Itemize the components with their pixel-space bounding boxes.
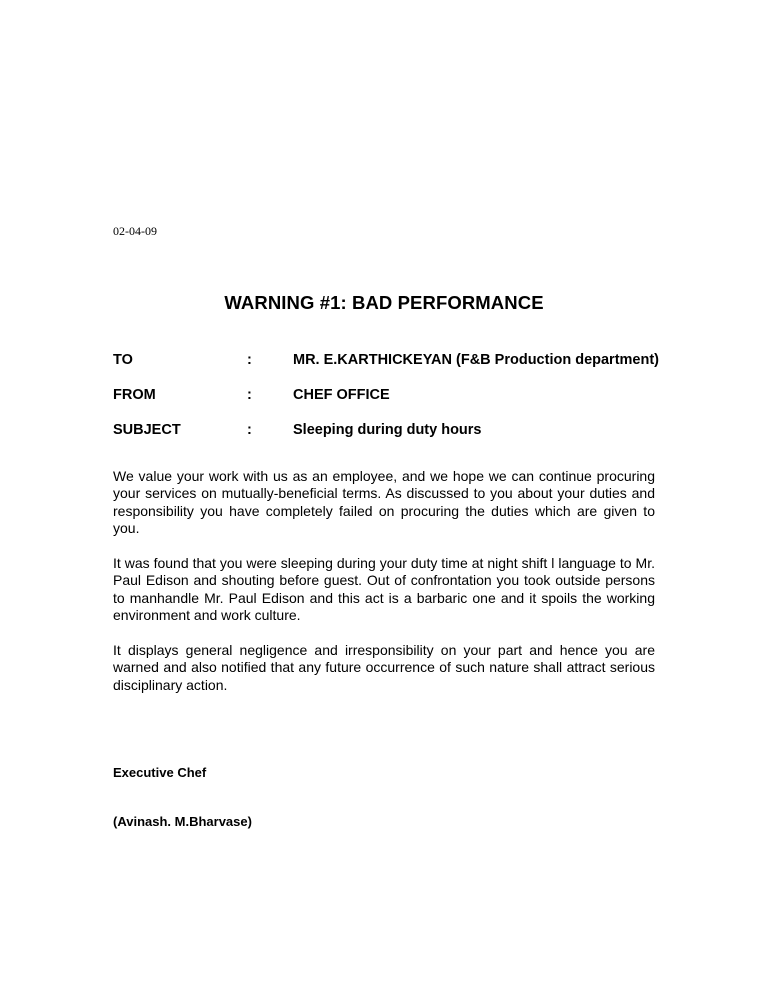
from-separator: : xyxy=(247,387,252,403)
subject-value: Sleeping during duty hours xyxy=(293,422,482,438)
body-paragraph-1: We value your work with us as an employee, and we hope we can continue procuring your services on mutually-beneficial terms. As discussed to you about your duties and responsibility you have completely failed on procuring the duties which are given to you. xyxy=(113,468,655,537)
to-value: MR. E.KARTHICKEYAN (F&B Production department) xyxy=(293,352,659,368)
from-label: FROM xyxy=(113,387,156,403)
body-paragraph-2: It was found that you were sleeping during your duty time at night shift l language to Mr. Paul Edison and shouting before guest. Out of confrontation you took outside persons to manhandle Mr. Paul Edison and this act is a barbaric one and it spoils the working environment and work culture. xyxy=(113,555,655,624)
from-value: CHEF OFFICE xyxy=(293,387,390,403)
letter-date: 02-04-09 xyxy=(113,224,157,238)
signature-name: (Avinash. M.Bharvase) xyxy=(113,814,252,829)
body-paragraph-3: It displays general negligence and irresponsibility on your part and hence you are warned and also notified that any future occurrence of such nature shall attract serious disciplinary action. xyxy=(113,642,655,693)
subject-label: SUBJECT xyxy=(113,422,181,438)
signature-designation: Executive Chef xyxy=(113,765,207,780)
letter-title: WARNING #1: BAD PERFORMANCE xyxy=(224,292,544,313)
to-label: TO xyxy=(113,352,133,368)
to-separator: : xyxy=(247,352,252,368)
subject-separator: : xyxy=(247,422,252,438)
